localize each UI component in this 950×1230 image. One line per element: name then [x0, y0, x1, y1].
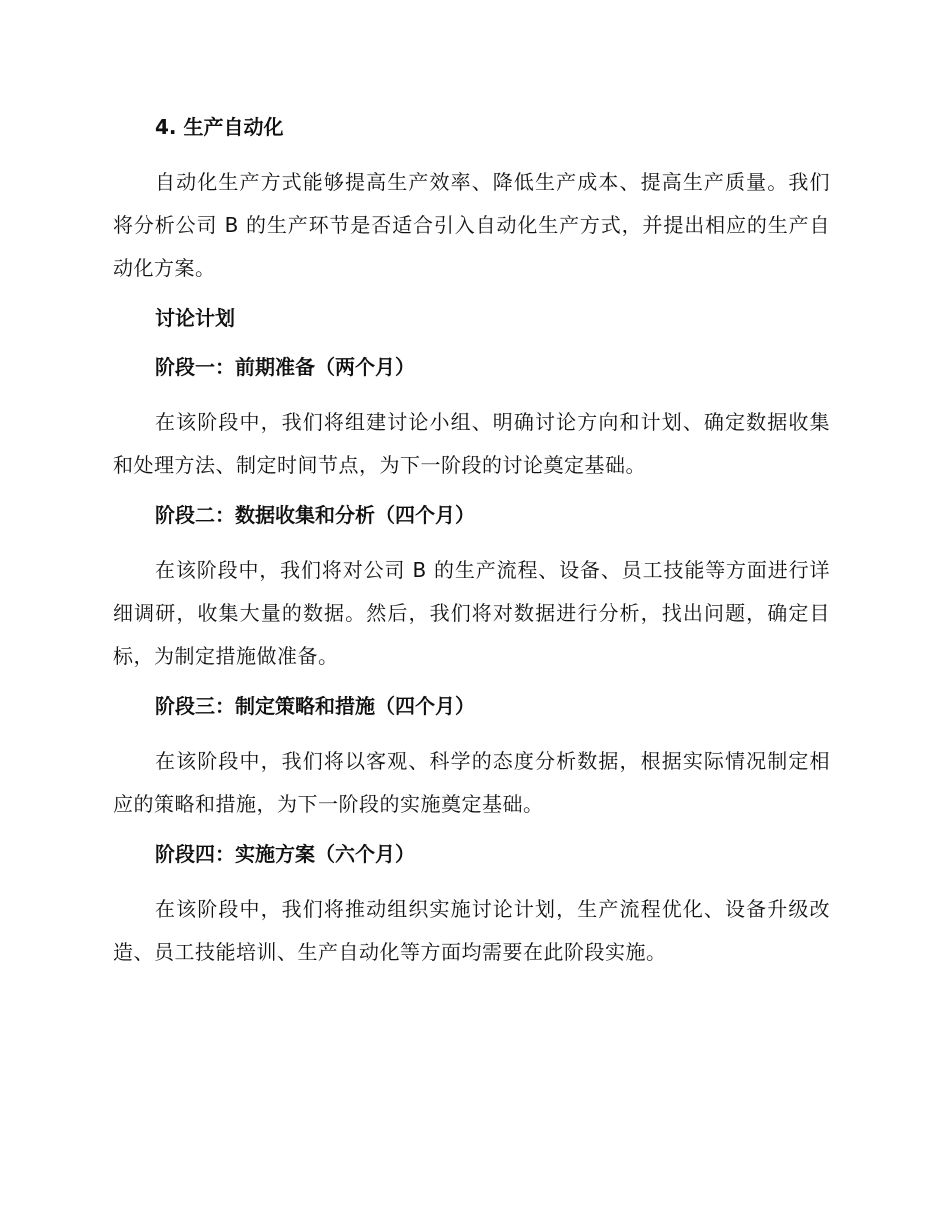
phase-3-heading: 阶段三：制定策略和措施（四个月） [155, 694, 475, 718]
paragraph-automation: 自动化生产方式能够提高生产效率、降低生产成本、提高生产质量。我们将分析公司 B 的生产环节是否适合引入自动化生产方式，并提出相应的生产自动化方案。 [113, 170, 830, 280]
phase-1-heading: 阶段一：前期准备（两个月） [155, 355, 415, 379]
phase-3-paragraph: 在该阶段中，我们将以客观、科学的态度分析数据，根据实际情况制定相应的策略和措施，为下一阶段的实施奠定基础。 [113, 749, 830, 816]
phase-4-heading: 阶段四：实施方案（六个月） [155, 842, 415, 866]
phase-2-heading: 阶段二：数据收集和分析（四个月） [155, 503, 475, 527]
phase-2-paragraph: 在该阶段中，我们将对公司 B 的生产流程、设备、员工技能等方面进行详细调研，收集大量的数据。然后，我们将对数据进行分析，找出问题，确定目标，为制定措施做准备。 [113, 558, 830, 668]
section-heading-automation: 4. 生产自动化 [155, 115, 284, 139]
section-heading-discussion-plan: 讨论计划 [155, 306, 235, 330]
phase-1-paragraph: 在该阶段中，我们将组建讨论小组、明确讨论方向和计划、确定数据收集和处理方法、制定时间节点，为下一阶段的讨论奠定基础。 [113, 410, 830, 477]
document-page [113, 112, 830, 987]
phase-4-paragraph: 在该阶段中，我们将推动组织实施讨论计划，生产流程优化、设备升级改造、员工技能培训、生产自动化等方面均需要在此阶段实施。 [113, 897, 830, 964]
